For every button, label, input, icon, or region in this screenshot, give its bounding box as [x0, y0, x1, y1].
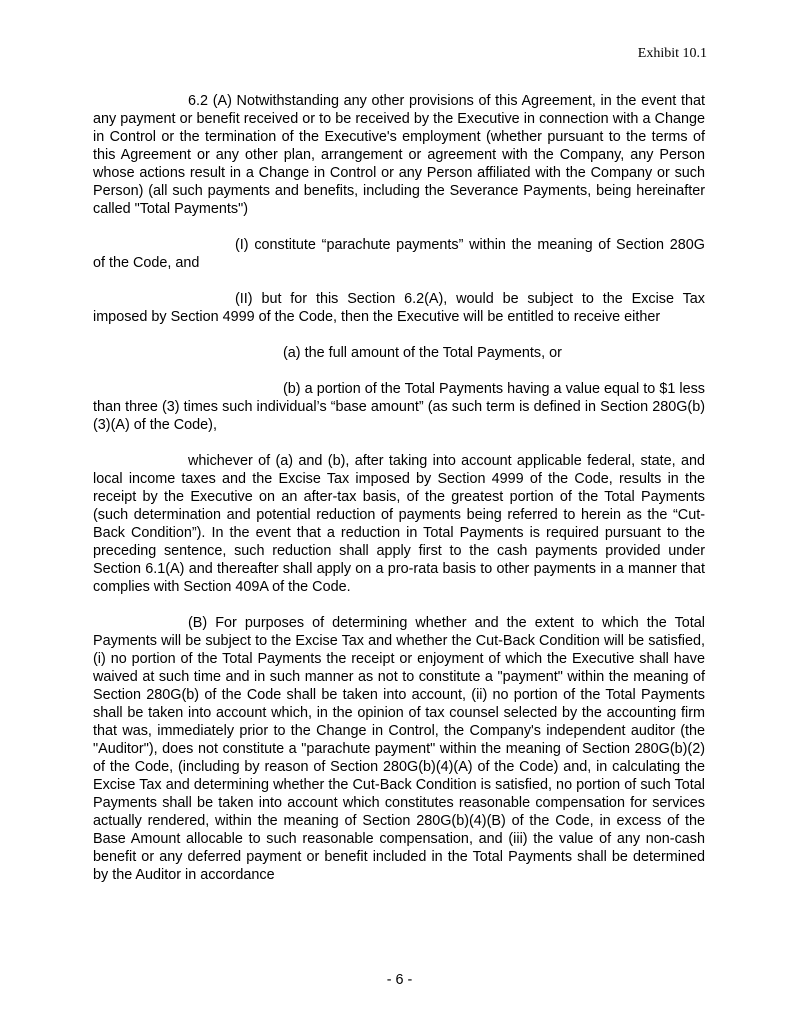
section-6-2-a-paragraph: 6.2 (A) Notwithstanding any other provisions of this Agreement, in the event that any payment or benefit received or to be received by the Executive in connection with a Change in Control or the termination of the Executive's employment (whether pursuant to the terms of this Agreement or any other plan, arrangement or agreement with the Company, any Person whose actions result in a Change in Control or any Person affiliated with the Company or such Person) (all such payments and benefits, including the Severance Payments, being hereinafter called "Total Payments")	[93, 93, 705, 217]
exhibit-label: Exhibit 10.1	[637, 46, 707, 61]
page-number: - 6 -	[386, 972, 413, 988]
option-b-paragraph: (b) a portion of the Total Payments having a value equal to $1 less than three (3) times such individual’s “base amount” (as such term is defined in Section 280G(b)(3)(A) of the Code),	[93, 381, 705, 433]
clause-ii-paragraph: (II) but for this Section 6.2(A), would be subject to the Excise Tax imposed by Section 4999 of the Code, then the Executive will be entitled to receive either	[93, 291, 705, 325]
document-body	[93, 92, 705, 902]
clause-i-paragraph: (I) constitute “parachute payments” within the meaning of Section 280G of the Code, and	[93, 237, 705, 271]
section-b-paragraph: (B) For purposes of determining whether and the extent to which the Total Payments will be subject to the Excise Tax and whether the Cut-Back Condition will be satisfied, (i) no portion of the Total Payments the receipt or enjoyment of which the Executive shall have waived at such time and in such manner as not to constitute a "payment" within the meaning of Section 280G(b) of the Code shall be taken into account, (ii) no portion of the Total Payments shall be taken into account which, in the opinion of tax counsel selected by the accounting firm that was, immediately prior to the Change in Control, the Company's independent auditor (the "Auditor"), does not constitute a "parachute payment" within the meaning of Section 280G(b)(2) of the Code, (including by reason of Section 280G(b)(4)(A) of the Code) and, in calculating the Excise Tax and determining whether the Cut-Back Condition is satisfied, no portion of such Total Payments shall be taken into account which constitutes reasonable compensation for services actually rendered, within the meaning of Section 280G(b)(4)(B) of the Code, in excess of the Base Amount allocable to such reasonable compensation, and (iii) the value of any non-cash benefit or any deferred payment or benefit included in the Total Payments shall be determined by the Auditor in accordance	[93, 615, 705, 883]
option-a-paragraph: (a) the full amount of the Total Payments, or	[283, 345, 562, 361]
whichever-paragraph: whichever of (a) and (b), after taking into account applicable federal, state, and local income taxes and the Excise Tax imposed by Section 4999 of the Code, results in the receipt by the Executive on an after-tax basis, of the greatest portion of the Total Payments (such determination and potential reduction of payments being referred to herein as the “Cut-Back Condition”). In the event that a reduction in Total Payments is required pursuant to the preceding sentence, such reduction shall apply first to the cash payments provided under Section 6.1(A) and thereafter shall apply on a pro-rata basis to other payments in a manner that complies with Section 409A of the Code.	[93, 453, 705, 595]
